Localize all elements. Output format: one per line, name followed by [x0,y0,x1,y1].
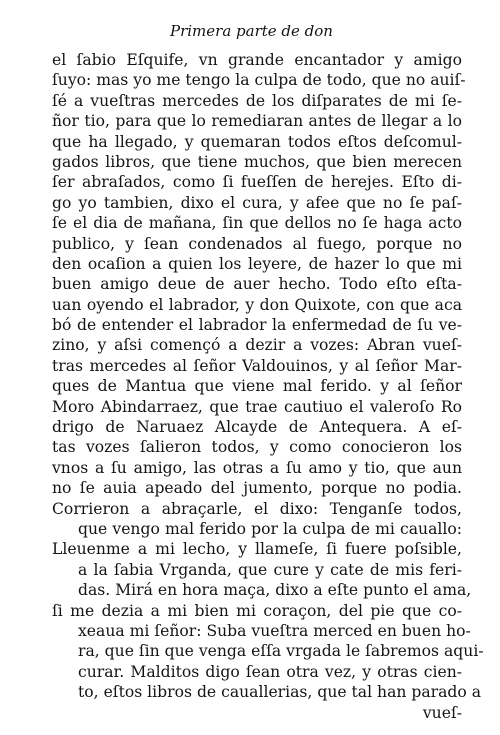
text-line: das. Mirá en hora maça, dixo a eſte punto el ama, [78,581,472,600]
text-line: to, eſtos libros de cauallerias, que tal han parado a [78,683,482,702]
text-line: bó de entender el labrador la enfermedad de ſu ve- [52,316,462,335]
text-line: el ſabio Eſquife, vn grande encantador y amigo [52,51,462,69]
text-line: ſer abraſados, como ſi fueſſen de herejes. Eſto di- [52,173,462,192]
text-line: ſe el dia de mañana, ſin que dellos no ſe haga acto [52,214,462,233]
text-line: curar. Malditos digo ſean otra vez, y otras cien- [78,662,462,681]
text-line: Corrieron a abraçarle, el dixo: Tenganſe todos, [52,499,462,518]
text-line: que vengo mal ferido por la culpa de mi cauallo: [78,519,462,538]
text-line: tas vozes ſalieron todos, y como conocieron los [52,438,462,457]
text-line: no ſe auia apeado del jumento, porque no podia. [52,479,462,498]
text-line: Moro Abindarraez, que trae cautiuo el valeroſo Ro [52,397,462,416]
body-text [52,50,484,723]
text-line: buen amigo deue de auer hecho. Todo eſto eſta- [52,275,462,294]
text-line: den ocaſion a quien los leyere, de hazer lo que mi [52,254,462,273]
text-line: ſé a vueſtras mercedes de los diſparates de mi ſe- [52,91,462,110]
text-line: a la ſabia Vrganda, que cure y cate de mis feri- [78,560,462,579]
text-line: ſuyo: mas yo me tengo la culpa de todo, que no auiſ- [52,71,466,90]
text-line: xeaua mi ſeñor: Suba vueſtra merced en buen ho- [78,621,471,640]
text-line: zino, y aſsi començó a dezir a vozes: Abran vueſ- [52,336,462,355]
text-line: go yo tambien, dixo el cura, y afee que no ſe paſ- [52,193,462,212]
running-head: Primera parte de don [170,22,333,40]
text-line: Lleuenme a mi lecho, y llameſe, ſi fuere poſsible, [52,540,462,559]
text-line: que ha llegado, y quemaran todos eſtos deſcomul- [52,132,462,151]
text-line: drigo de Naruaez Alcayde de Antequera. A eſ- [52,418,462,437]
text-line: vnos a ſu amigo, las otras a ſu amo y tio, que aun [52,458,462,477]
text-line: ſi me dezia a mi bien mi coraçon, del pie que co- [52,601,462,620]
text-line: ñor tio, para que lo remediaran antes de llegar a lo [52,112,462,131]
text-line: ra, que ſin que venga eſſa vrgada le ſabremos aqui- [78,642,484,661]
text-line: publico, y ſean condenados al fuego, porque no [52,234,462,253]
text-line: uan oyendo el labrador, y don Quixote, con que aca [52,295,462,314]
text-line: ques de Mantua que viene mal ferido. y al ſeñor [52,377,462,396]
catchword: vueſ- [422,703,462,722]
text-line: gados libros, que tiene muchos, que bien merecen [52,152,462,171]
text-line: tras mercedes al ſeñor Valdouinos, y al ſeñor Mar- [52,356,462,375]
